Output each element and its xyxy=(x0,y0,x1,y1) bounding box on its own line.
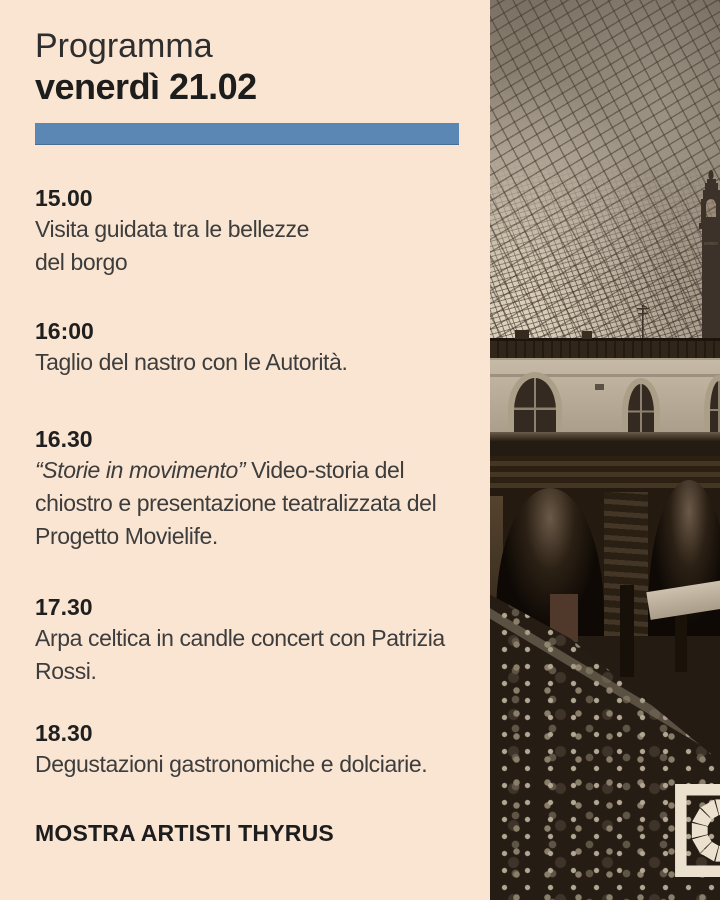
roof-tiles xyxy=(490,338,720,360)
protective-net-fine-overlay xyxy=(490,0,720,346)
time-label: 17.30 xyxy=(35,594,93,620)
window-glass xyxy=(628,384,654,432)
event-title-quote: “Storie in movimento” xyxy=(35,457,246,483)
time-label: 18.30 xyxy=(35,720,93,746)
exhibition-label: MOSTRA ARTISTI THYRUS xyxy=(35,820,334,846)
balcony-ledge xyxy=(490,432,720,456)
time-label: 16.30 xyxy=(35,426,93,452)
cloister-upper-building xyxy=(490,338,720,456)
time-label: 15.00 xyxy=(35,185,93,211)
schedule-item-1730 xyxy=(35,592,490,688)
window-glass xyxy=(710,381,720,432)
accent-bar xyxy=(35,123,459,145)
event-description: Visita guidata tra le bellezze xyxy=(35,216,309,242)
chimney xyxy=(515,330,529,339)
event-description: Progetto Movielife. xyxy=(35,523,218,549)
schedule-item-1600 xyxy=(35,316,490,379)
page-subtitle: venerdì 21.02 xyxy=(35,66,257,107)
schedule-item-1500 xyxy=(35,183,490,279)
cloister-photo xyxy=(490,0,720,900)
railing-post xyxy=(620,585,634,677)
event-description-rest: Video-storia del xyxy=(245,457,405,483)
event-description: Rossi. xyxy=(35,658,97,684)
page-title: Programma xyxy=(35,27,213,65)
event-description: chiostro e presentazione teatralizzata del xyxy=(35,490,437,516)
event-description: Arpa celtica in candle concert con Patrizia xyxy=(35,625,445,651)
schedule-item-1830 xyxy=(35,718,490,781)
event-description xyxy=(35,454,490,487)
rosette-logo-icon xyxy=(675,784,720,877)
wall-vent xyxy=(595,384,604,390)
event-description: Degustazioni gastronomiche e dolciarie. xyxy=(35,751,428,777)
schedule-item-1630 xyxy=(35,424,490,553)
event-description: del borgo xyxy=(35,249,128,275)
window-glass xyxy=(514,378,556,432)
event-description: Taglio del nastro con le Autorità. xyxy=(35,349,348,375)
chimney xyxy=(582,331,592,339)
time-label: 16:00 xyxy=(35,318,94,344)
